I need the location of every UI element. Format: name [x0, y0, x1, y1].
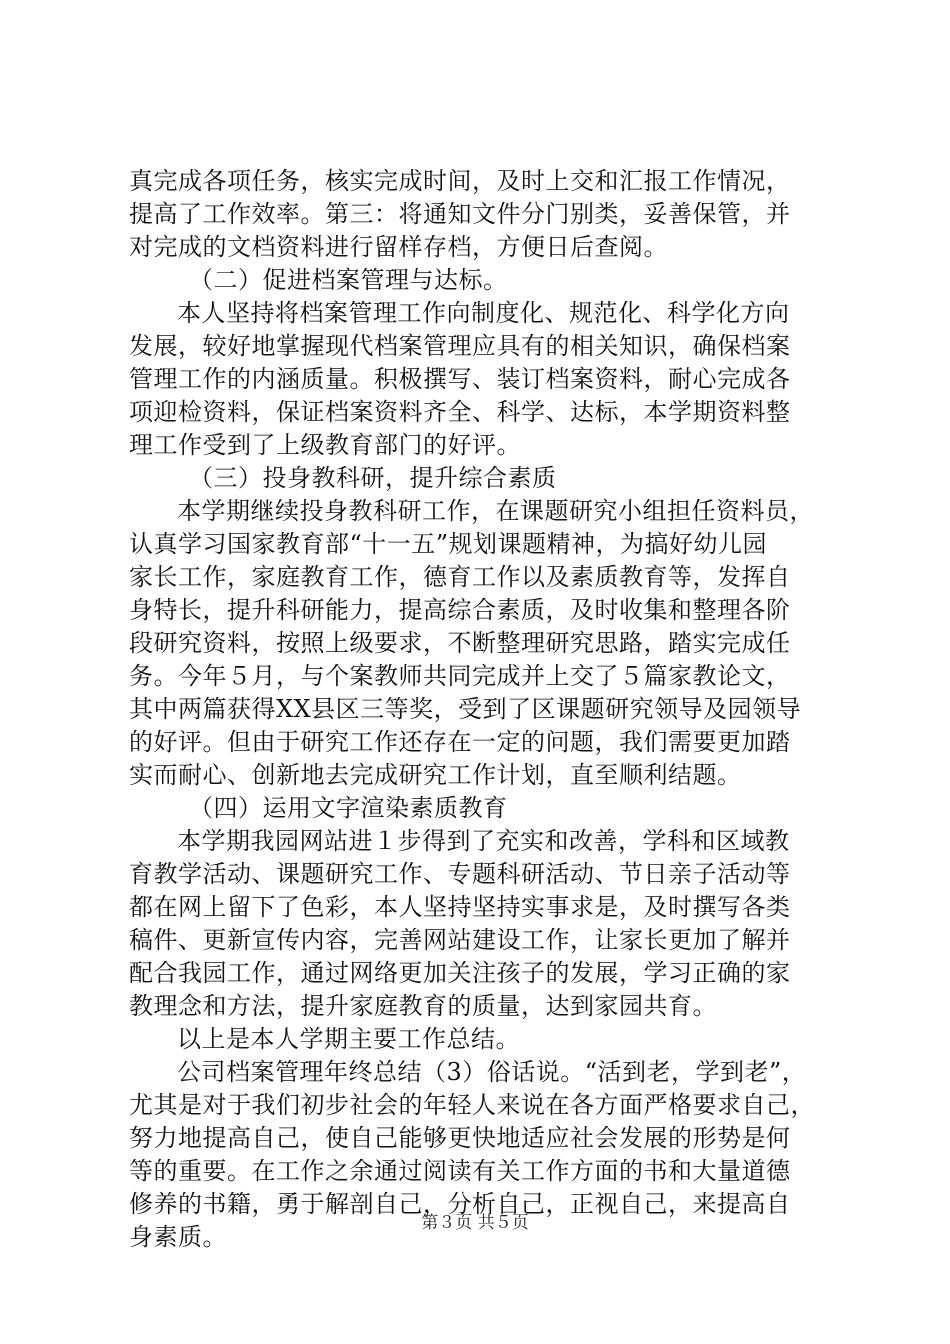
text-line: 管理工作的内涵质量。积极撰写、装订档案资料，耐心完成各: [129, 365, 791, 393]
text-line: 真完成各项任务，核实完成时间，及时上交和汇报工作情况，: [129, 167, 791, 195]
text-line: 务。今年５月，与个案教师共同完成并上交了５篇家教论文，: [129, 662, 791, 690]
page-footer: 第３页 共５页: [421, 1213, 529, 1233]
text-line: 对完成的文档资料进行留样存档，方便日后查阅。: [129, 233, 668, 261]
text-line: 尤其是对于我们初步社会的年轻人来说在各方面严格要求自己，: [129, 1091, 815, 1119]
section-heading: （四）运用文字渲染素质教育: [189, 794, 508, 822]
section-heading: （二）促进档案管理与达标。: [189, 266, 508, 294]
text-line: 发展，较好地掌握现代档案管理应具有的相关知识，确保档案: [129, 332, 791, 360]
text-line: 身特长，提升科研能力，提高综合素质，及时收集和整理各阶: [129, 596, 791, 624]
text-line: 以上是本人学期主要工作总结。: [177, 1025, 520, 1053]
text-line: 配合我园工作，通过网络更加关注孩子的发展，学习正确的家: [129, 959, 791, 987]
text-line: 家长工作，家庭教育工作，德育工作以及素质教育等，发挥自: [129, 563, 791, 591]
text-line: 认真学习国家教育部“十一五”规划课题精神，为搞好幼儿园: [129, 530, 768, 558]
text-line: 其中两篇获得XX县区三等奖，受到了区课题研究领导及园领导: [129, 695, 802, 723]
text-line: 教理念和方法，提升家庭教育的质量，达到家园共育。: [129, 992, 717, 1020]
text-line: 理工作受到了上级教育部门的好评。: [129, 431, 521, 459]
text-line: 公司档案管理年终总结（3）俗话说。“活到老，学到老”，: [177, 1058, 807, 1086]
text-line: 本学期我园网站进１步得到了充实和改善，学科和区域教: [177, 827, 790, 855]
text-line: 项迎检资料，保证档案资料齐全、科学、达标，本学期资料整: [129, 398, 791, 426]
text-line: 提高了工作效率。第三：将通知文件分门别类，妥善保管，并: [129, 200, 791, 228]
text-line: 都在网上留下了色彩，本人坚持坚持实事求是，及时撰写各类: [129, 893, 791, 921]
text-line: 实而耐心、创新地去完成研究工作计划，直至顺利结题。: [129, 761, 742, 789]
text-line: 稿件、更新宣传内容，完善网站建设工作，让家长更加了解并: [129, 926, 791, 954]
text-line: 努力地提高自己，使自己能够更快地适应社会发展的形势是何: [129, 1124, 791, 1152]
section-heading: （三）投身教科研，提升综合素质: [189, 464, 557, 492]
text-line: 本人坚持将档案管理工作向制度化、规范化、科学化方向: [177, 299, 790, 327]
text-line: 段研究资料，按照上级要求，不断整理研究思路，踏实完成任: [129, 629, 791, 657]
document-body: [129, 165, 834, 1254]
text-line: 等的重要。在工作之余通过阅读有关工作方面的书和大量道德: [129, 1157, 791, 1185]
text-line: 身素质。: [129, 1223, 227, 1251]
text-line: 本学期继续投身教科研工作，在课题研究小组担任资料员，: [177, 497, 814, 525]
text-line: 育教学活动、课题研究工作、专题科研活动、节日亲子活动等: [129, 860, 791, 888]
text-line: 的好评。但由于研究工作还存在一定的问题，我们需要更加踏: [129, 728, 791, 756]
text-line: 修养的书籍，勇于解剖自己，分析自己，正视自己，来提高自: [129, 1190, 791, 1218]
